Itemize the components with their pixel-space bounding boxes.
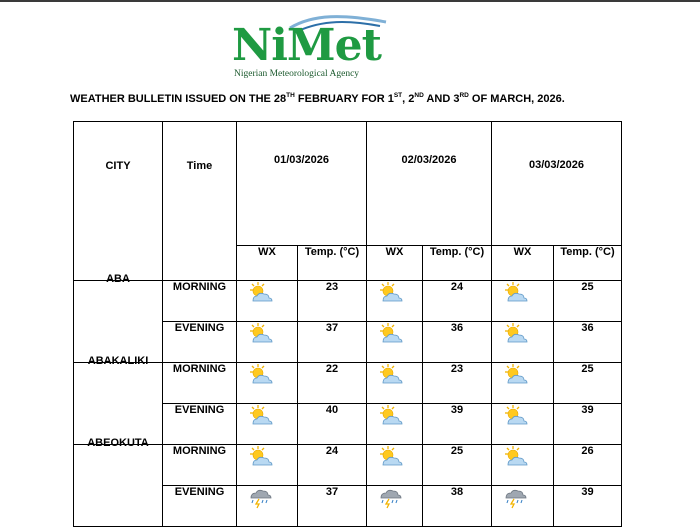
page-top-border [0, 0, 700, 2]
wx-header: WX [492, 246, 554, 281]
partly-sunny-icon [377, 445, 403, 469]
temperature-value: 25 [423, 445, 492, 486]
city-name: ABAKALIKI [74, 363, 163, 445]
time-of-day: EVENING [163, 404, 237, 445]
weather-table [73, 121, 622, 527]
wx-cell [237, 486, 298, 527]
logo-agency-name: Nigerian Meteorological Agency [234, 69, 360, 79]
table-row [74, 363, 622, 404]
wx-cell [492, 445, 554, 486]
wx-cell [237, 322, 298, 363]
partly-sunny-icon [377, 281, 403, 305]
wx-cell [237, 404, 298, 445]
wx-cell [492, 363, 554, 404]
thunderstorm-icon [502, 486, 528, 510]
wx-cell [492, 486, 554, 527]
wx-cell [367, 404, 423, 445]
partly-sunny-icon [247, 322, 273, 346]
wx-cell [492, 322, 554, 363]
temperature-value: 36 [423, 322, 492, 363]
temperature-value: 40 [298, 404, 367, 445]
logo-word: NiMet [232, 20, 381, 71]
partly-sunny-icon [247, 281, 273, 305]
city-name: ABA [74, 281, 163, 363]
table-row [74, 445, 622, 486]
time-of-day: EVENING [163, 322, 237, 363]
temp-header: Temp. (°C) [298, 246, 367, 281]
wx-cell [367, 322, 423, 363]
temperature-value: 25 [554, 363, 622, 404]
temperature-value: 36 [554, 322, 622, 363]
time-of-day: MORNING [163, 363, 237, 404]
bulletin-title: WEATHER BULLETIN ISSUED ON THE 28TH FEBRUARY FOR 1ST, 2ND AND 3RD OF MARCH, 2026. [70, 92, 565, 105]
city-header: CITY [74, 122, 163, 281]
partly-sunny-icon [377, 404, 403, 428]
thunderstorm-icon [247, 486, 273, 510]
partly-sunny-icon [502, 445, 528, 469]
temperature-value: 25 [554, 281, 622, 322]
partly-sunny-icon [377, 363, 403, 387]
table-row [74, 281, 622, 322]
temperature-value: 37 [298, 322, 367, 363]
wx-cell [237, 281, 298, 322]
date-header: 02/03/2026 [367, 122, 492, 246]
date-header: 01/03/2026 [237, 122, 367, 246]
time-of-day: MORNING [163, 281, 237, 322]
partly-sunny-icon [247, 404, 273, 428]
partly-sunny-icon [502, 404, 528, 428]
temperature-value: 23 [423, 363, 492, 404]
temperature-value: 26 [554, 445, 622, 486]
temperature-value: 37 [298, 486, 367, 527]
temperature-value: 38 [423, 486, 492, 527]
temperature-value: 23 [298, 281, 367, 322]
nimet-logo [228, 12, 388, 80]
partly-sunny-icon [502, 363, 528, 387]
wx-cell [367, 363, 423, 404]
date-header: 03/03/2026 [492, 122, 622, 246]
wx-header: WX [367, 246, 423, 281]
wx-cell [237, 363, 298, 404]
temperature-value: 39 [554, 404, 622, 445]
thunderstorm-icon [377, 486, 403, 510]
temperature-value: 24 [423, 281, 492, 322]
wx-cell [492, 404, 554, 445]
partly-sunny-icon [377, 322, 403, 346]
temperature-value: 39 [423, 404, 492, 445]
partly-sunny-icon [502, 322, 528, 346]
partly-sunny-icon [247, 363, 273, 387]
time-of-day: MORNING [163, 445, 237, 486]
wx-cell [237, 445, 298, 486]
time-header: Time [163, 122, 237, 281]
wx-cell [367, 486, 423, 527]
wx-cell [367, 445, 423, 486]
time-of-day: EVENING [163, 486, 237, 527]
temperature-value: 39 [554, 486, 622, 527]
wx-cell [492, 281, 554, 322]
wx-cell [367, 281, 423, 322]
temperature-value: 24 [298, 445, 367, 486]
temperature-value: 22 [298, 363, 367, 404]
temp-header: Temp. (°C) [554, 246, 622, 281]
partly-sunny-icon [247, 445, 273, 469]
temp-header: Temp. (°C) [423, 246, 492, 281]
partly-sunny-icon [502, 281, 528, 305]
wx-header: WX [237, 246, 298, 281]
city-name: ABEOKUTA [74, 445, 163, 527]
